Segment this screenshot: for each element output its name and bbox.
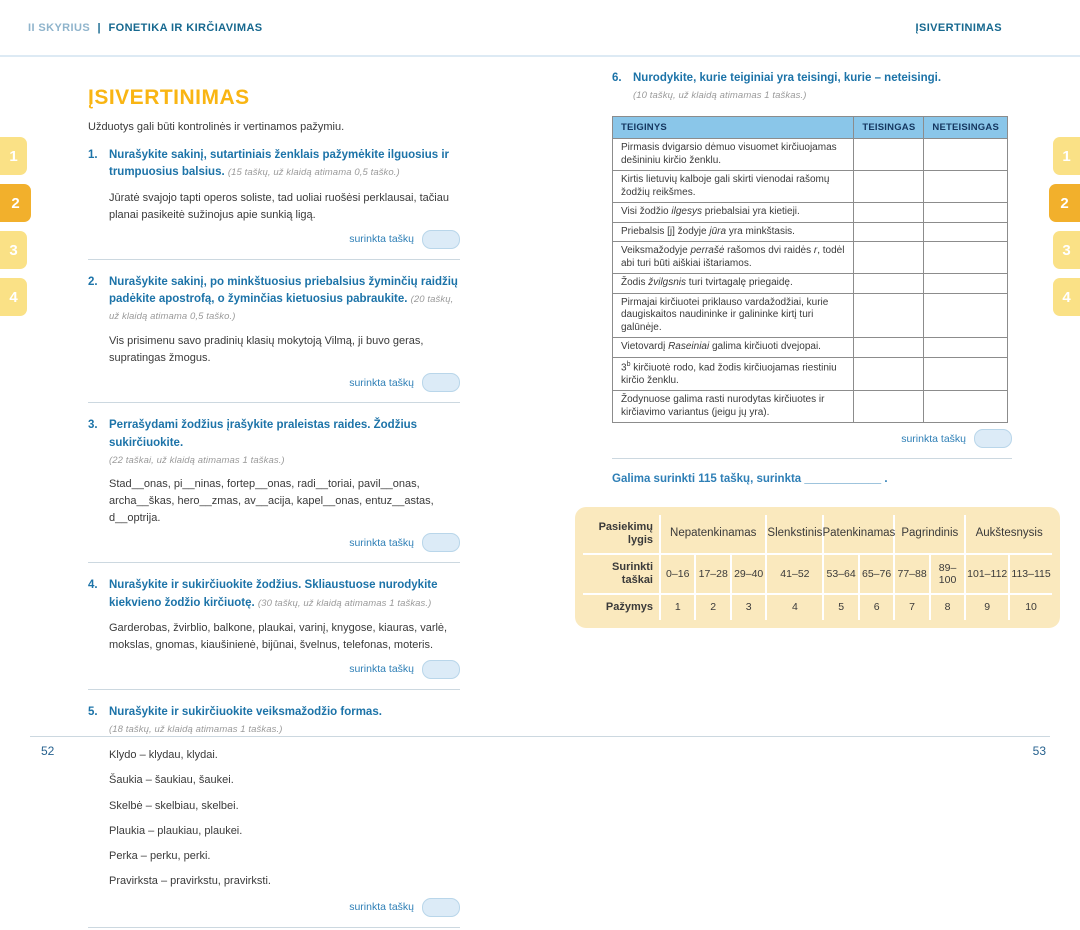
table-row [613, 391, 1008, 423]
score-label: surinkta taškų [349, 536, 414, 549]
points-range: 113–115 [1010, 555, 1052, 593]
grade-value: 8 [931, 595, 964, 620]
score-label: surinkta taškų [349, 233, 414, 246]
false-answer-cell [924, 293, 1008, 338]
false-answer-cell [924, 338, 1008, 358]
statement-cell: 3$^b$ kirčiuotė rodo, kad žodis kirčiuojamas riestiniu kirčio ženklu. [613, 357, 854, 390]
points-range: 0–16 [661, 555, 694, 593]
grade-value: 7 [895, 595, 928, 620]
chapter-tabs-left [0, 137, 31, 316]
false-answer-cell [924, 171, 1008, 203]
exercise-divider [88, 402, 460, 403]
true-answer-cell [854, 171, 924, 203]
exercise-divider [88, 927, 460, 928]
exercise-points: (30 taškų, už klaidą atimamas 1 taškas.) [257, 597, 432, 609]
points-range: 89–100 [931, 555, 964, 593]
left-page [88, 56, 460, 930]
exercise-body: Stad__onas, pi__ninas, fortep__onas, radi__toriai, pavil__onas, archa__škas, hero__zmas, av__acija, kapel__onas, entuz__astas, d__optrija. [109, 478, 434, 525]
score-field [974, 429, 1012, 448]
intro-text: Užduotys gali būti kontrolinės ir vertinamos pažymiu. [88, 121, 345, 133]
true-answer-cell [854, 139, 924, 171]
points-range: 17–28 [696, 555, 729, 593]
exercise-divider [88, 562, 460, 563]
verb-form-line: Perka – perku, perki. [109, 849, 211, 862]
true-answer-cell [854, 391, 924, 423]
score-row [612, 429, 1012, 448]
statement-cell: Priebalsis [j] žodyje jūra yra minkštasis. [613, 222, 854, 242]
score-row [88, 898, 460, 917]
grade-value: 5 [824, 595, 857, 620]
exercise-divider [88, 259, 460, 260]
score-field [422, 898, 460, 917]
true-answer-cell [854, 203, 924, 223]
grade-row-label: Surinkti taškai [583, 555, 659, 593]
true-answer-cell [854, 293, 924, 338]
score-label: surinkta taškų [349, 663, 414, 676]
exercise-3 [88, 417, 460, 563]
table-row [613, 293, 1008, 338]
grade-value: 1 [661, 595, 694, 620]
chapter-tab-4: 4 [1053, 278, 1080, 316]
statement-cell: Pirmasis dvigarsio dėmuo visuomet kirčiuojamas dešininiu kirčio ženklu. [613, 139, 854, 171]
score-row [88, 373, 460, 392]
points-range: 29–40 [732, 555, 765, 593]
score-label: surinkta taškų [901, 432, 966, 445]
score-label: surinkta taškų [349, 376, 414, 389]
footer-rule [30, 736, 1050, 737]
right-page [598, 56, 1051, 628]
page-number-left: 52 [41, 744, 55, 758]
exercise-5 [88, 704, 460, 928]
statement-cell: Pirmajai kirčiuotei priklauso vardažodžiai, kurie daugiskaitos naudininke ir galininke kirtį turi galūnėje. [613, 293, 854, 338]
points-range: 53–64 [824, 555, 857, 593]
table-row [613, 357, 1008, 390]
exercise-number: 5. [88, 705, 98, 718]
statements-table [612, 116, 1008, 424]
false-answer-cell [924, 139, 1008, 171]
false-answer-cell [924, 203, 1008, 223]
col-header-true: TEISINGAS [854, 116, 924, 139]
verb-form-line: Pravirksta – pravirkstu, pravirksti. [109, 874, 271, 887]
exercise-1 [88, 147, 460, 260]
table-row [613, 242, 1008, 274]
exercise-points: (15 taškų, už klaidą atimama 0,5 taško.) [227, 167, 400, 179]
exercise-6 [612, 70, 1012, 459]
true-answer-cell [854, 357, 924, 390]
points-range: 41–52 [767, 555, 822, 593]
chapter-label: II SKYRIUS [28, 22, 91, 34]
statement-cell: Visi žodžio ilgesys priebalsiai yra kietieji. [613, 203, 854, 223]
table-row [613, 171, 1008, 203]
running-header [0, 0, 1080, 55]
running-header-section: ĮSIVERTINIMAS [915, 22, 1002, 34]
exercise-number: 1. [88, 149, 98, 161]
running-header-left [28, 22, 263, 34]
verb-form-line: Klydo – klydau, klydai. [109, 749, 218, 762]
score-field [422, 660, 460, 679]
exercise-heading: Nurašykite sakinį, po minkštuosius priebalsius žyminčių raidžių padėkite apostrofą, o žyminčias kietuosius pabraukite. (20 taškų, už klaidą atimama 0,5 taško.) [109, 275, 458, 323]
exercise-points: (20 taškų, už klaidą atimama 0,5 taško.) [109, 293, 454, 323]
exercise-4 [88, 577, 460, 690]
points-range: 65–76 [860, 555, 893, 593]
grade-value: 4 [767, 595, 822, 620]
chapter-tab-3: 3 [0, 231, 27, 269]
table-row [613, 274, 1008, 294]
points-range: 77–88 [895, 555, 928, 593]
chapter-tab-4: 4 [0, 278, 27, 316]
chapter-title: FONETIKA IR KIRČIAVIMAS [108, 22, 263, 34]
exercise-divider [612, 458, 1012, 459]
statement-cell: Žodynuose galima rasti nurodytas kirčiuotes ir kirčiavimo variantus (jeigu jų yra). [613, 391, 854, 423]
chapter-tab-2-active: 2 [1049, 184, 1080, 222]
chapter-tabs-right [1049, 137, 1080, 316]
score-field [422, 533, 460, 552]
chapter-tab-1: 1 [1053, 137, 1080, 175]
table-row [613, 222, 1008, 242]
verb-form-line: Skelbė – skelbiau, skelbei. [109, 799, 239, 812]
grade-value: 6 [860, 595, 893, 620]
grade-value: 2 [696, 595, 729, 620]
verb-forms-list [88, 747, 460, 889]
exercise-points: (22 taškai, už klaidą atimamas 1 taškas.) [109, 454, 285, 466]
false-answer-cell [924, 274, 1008, 294]
col-header-false: NETEISINGAS [924, 116, 1008, 139]
false-answer-cell [924, 242, 1008, 274]
exercise-body: Vis prisimenu savo pradinių klasių mokytoją Vilmą, ji buvo geras, supratingas žmogus. [109, 335, 424, 365]
level-name: Pagrindinis [895, 515, 964, 553]
exercise-divider [88, 689, 460, 690]
level-name: Patenkinamas [824, 515, 893, 553]
level-name: Aukštesnysis [966, 515, 1052, 553]
false-answer-cell [924, 222, 1008, 242]
exercise-heading: Perrašydami žodžius įrašykite praleistas raides. Žodžius sukirčiuokite. (22 taškai, už klaidą atimamas 1 taškas.) [109, 417, 460, 468]
statement-cell: Kirtis lietuvių kalboje gali skirti vienodai rašomų žodžių reikšmes. [613, 171, 854, 203]
true-answer-cell [854, 338, 924, 358]
table-row [613, 139, 1008, 171]
score-row [88, 230, 460, 249]
false-answer-cell [924, 357, 1008, 390]
verb-form-line: Plaukia – plaukiau, plaukei. [109, 824, 243, 837]
score-field [422, 230, 460, 249]
chapter-tab-2-active: 2 [0, 184, 31, 222]
grade-row-label: Pažymys [583, 595, 659, 620]
exercise-body: Jūratė svajojo tapti operos soliste, tad uoliai ruošėsi perklausai, tačiau planai pasikeitė sužinojus apie sunkią ligą. [109, 191, 449, 221]
grade-row-label: Pasiekimų lygis [583, 515, 659, 553]
exercise-points: (10 taškų, už klaidą atimamas 1 taškas.) [633, 90, 807, 102]
exercise-number: 6. [612, 72, 622, 84]
true-answer-cell [854, 274, 924, 294]
page-title: ĮSIVERTINIMAS [88, 86, 250, 109]
exercise-body: Garderobas, žvirblio, balkone, plaukai, varinį, knygose, kiauras, varlė, mokslas, gnomas, kiaušinienė, bijūnai, švelnus, telefonas, moteris. [109, 621, 448, 651]
grade-value: 3 [732, 595, 765, 620]
statement-cell: Veiksmažodyje perrašė rašomos dvi raidės r, todėl abi turi būti aiškiai ištariamos. [613, 242, 854, 274]
exercise-number: 2. [88, 275, 98, 288]
statement-cell: Vietovardį Raseiniai galima kirčiuoti dvejopai. [613, 338, 854, 358]
level-name: Nepatenkinamas [661, 515, 765, 553]
true-answer-cell [854, 242, 924, 274]
page-number-right: 53 [1032, 744, 1046, 758]
col-header-statement: TEIGINYS [613, 116, 854, 139]
total-score-line: Galima surinkti 115 taškų, surinkta ____________ . [612, 473, 888, 486]
table-row [613, 203, 1008, 223]
score-row [88, 533, 460, 552]
exercise-number: 3. [88, 419, 98, 432]
level-name: Slenkstinis [767, 515, 822, 553]
score-label: surinkta taškų [349, 901, 414, 914]
true-answer-cell [854, 222, 924, 242]
statements-table-header-row [613, 116, 1008, 139]
verb-form-line: Šaukia – šaukiau, šaukei. [109, 774, 234, 787]
exercise-2 [88, 274, 460, 404]
grade-value: 10 [1010, 595, 1052, 620]
false-answer-cell [924, 391, 1008, 423]
exercise-heading: Nurodykite, kurie teiginiai yra teisingi, kurie – neteisingi. (10 taškų, už klaidą atimamas 1 taškas.) [633, 70, 941, 104]
statement-cell: Žodis žvilgsnis turi tvirtagalę priegaidę. [613, 274, 854, 294]
exercise-number: 4. [88, 579, 98, 592]
grade-table [575, 507, 1060, 628]
grade-value: 9 [966, 595, 1008, 620]
table-row [613, 338, 1008, 358]
exercise-heading: Nurašykite ir sukirčiuokite veiksmažodžio formas. (18 taškų, už klaidą atimamas 1 taškas.) [109, 704, 382, 738]
chapter-tab-1: 1 [0, 137, 27, 175]
header-separator: | [97, 22, 102, 34]
points-range: 101–112 [966, 555, 1008, 593]
score-field [422, 373, 460, 392]
exercise-heading: Nurašykite ir sukirčiuokite žodžius. Skliaustuose nurodykite kiekvieno žodžio kirčiuotę. (30 taškų, už klaidą atimamas 1 taškas.) [109, 579, 438, 609]
exercise-points: (18 taškų, už klaidą atimamas 1 taškas.) [109, 724, 283, 736]
chapter-tab-3: 3 [1053, 231, 1080, 269]
score-row [88, 660, 460, 679]
exercise-heading: Nurašykite sakinį, sutartiniais ženklais pažymėkite ilguosius ir trumpuosius balsius. (15 taškų, už klaidą atimama 0,5 taško.) [109, 149, 450, 179]
